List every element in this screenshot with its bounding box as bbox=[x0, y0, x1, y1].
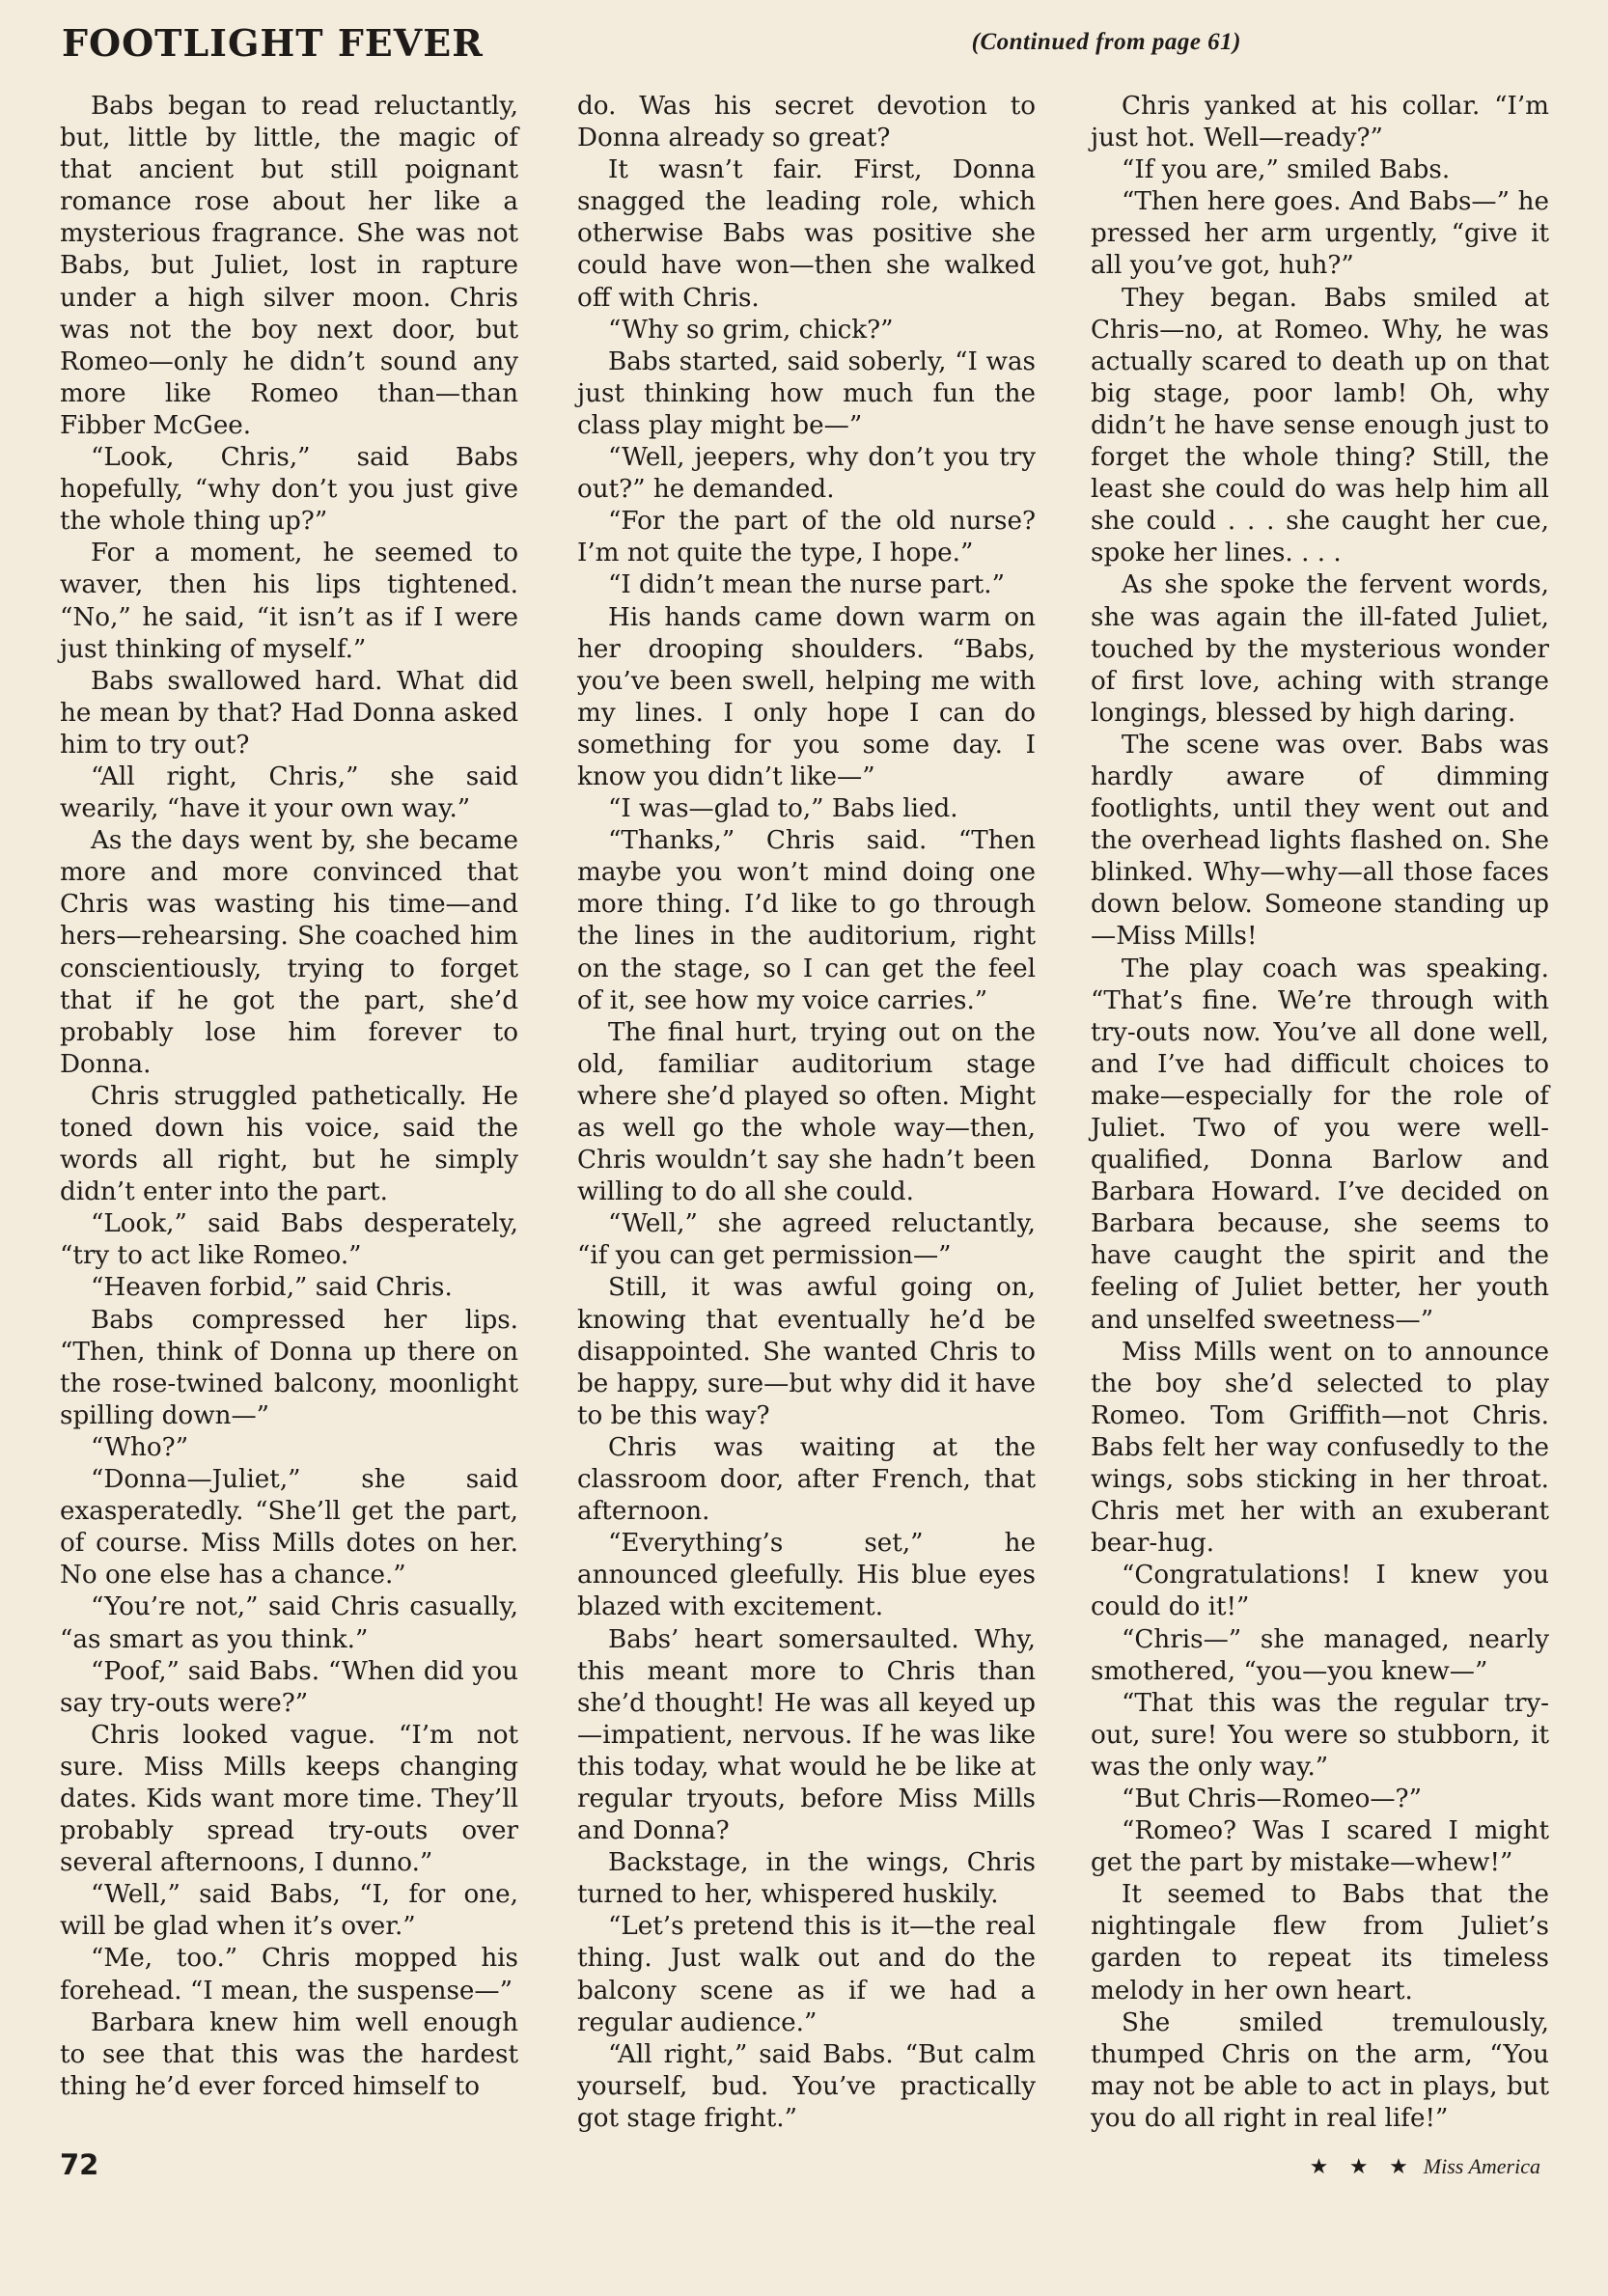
paragraph: Backstage, in the wings, Chris turned to her, whispered huskily. bbox=[577, 1848, 1036, 1910]
paragraph: She smiled tremulously, thumped Chris on the arm, “You may not be able to act in plays, but you do all right in real life!” bbox=[1091, 2007, 1549, 2133]
paragraph: They began. Babs smiled at Chris—no, at Romeo. Why, he was actually scared to death up on that big stage, poor lamb! Oh, why didn’t he have sense enough just to forget the whole thing? Still, the least she could do was help him all she could . . . she caught her cue, spoke her lines. . . . bbox=[1091, 283, 1549, 568]
paragraph: “Thanks,” Chris said. “Then maybe you won’t mind doing one more thing. I’d like to go through the lines in the auditorium, right on the stage, so I can get the feel of it, see how my voice carries.” bbox=[577, 826, 1036, 1015]
paragraph: The scene was over. Babs was hardly aware of dimming footlights, until they went out and the overhead lights flashed on. She blinked. Why—why—all those faces down below. Someone standing up—Miss Mills! bbox=[1091, 730, 1549, 952]
paragraph: It wasn’t fair. First, Donna snagged the leading role, which otherwise Babs was positive she could have won—then she walked off with Chris. bbox=[577, 155, 1036, 313]
text-column-1 bbox=[60, 91, 518, 2101]
paragraph: Chris looked vague. “I’m not sure. Miss Mills keeps changing dates. Kids want more time. They’ll probably spread try-outs over several afternoons, I dunno.” bbox=[60, 1720, 518, 1878]
paragraph: “Me, too.” Chris mopped his forehead. “I mean, the suspense—” bbox=[60, 1944, 518, 2006]
paragraph: Chris yanked at his collar. “I’m just hot. Well—ready?” bbox=[1091, 92, 1549, 153]
paragraph: Babs compressed her lips. “Then, think of Donna up there on the rose-twined balcony, moonlight spilling down—” bbox=[60, 1305, 518, 1430]
paragraph: “Then here goes. And Babs—” he pressed her arm urgently, “give it all you’ve got, huh?” bbox=[1091, 187, 1549, 281]
paragraph: As the days went by, she became more and more convinced that Chris was wasting his time—and hers—rehearsing. She coached him conscientiously, trying to forget that if he got the part, she’d probably lose him forever to Donna. bbox=[60, 826, 518, 1079]
paragraph: The final hurt, trying out on the old, familiar auditorium stage where she’d played so often. Might as well go the whole way—then, Chris wouldn’t say she hadn’t been willing to do all she could. bbox=[577, 1017, 1036, 1207]
paragraph: “That this was the regular try-out, sure! You were so stubborn, it was the only way.” bbox=[1091, 1688, 1549, 1782]
paragraph: “Congratulations! I knew you could do it!” bbox=[1091, 1561, 1549, 1622]
continuation-note: (Continued from page 61) bbox=[971, 29, 1241, 55]
paragraph: “Well,” said Babs, “I, for one, will be glad when it’s over.” bbox=[60, 1880, 518, 1942]
paragraph: Chris struggled pathetically. He toned down his voice, said the words all right, but he simply didn’t enter into the part. bbox=[60, 1081, 518, 1207]
paragraph: “Donna—Juliet,” she said exasperatedly. “She’ll get the part, of course. Miss Mills dotes on her. No one else has a chance.” bbox=[60, 1465, 518, 1591]
paragraph: “Chris—” she managed, nearly smothered, “you—you knew—” bbox=[1091, 1624, 1549, 1686]
paragraph: “Why so grim, chick?” bbox=[608, 315, 894, 345]
magazine-name: Miss America bbox=[1423, 2154, 1540, 2178]
paragraph: His hands came down warm on her drooping shoulders. “Babs, you’ve been swell, helping me with my lines. I only hope I can do something for you some day. I know you didn’t like—” bbox=[577, 602, 1036, 791]
paragraph: do. Was his secret devotion to Donna already so great? bbox=[577, 92, 1036, 153]
paragraph: “Let’s pretend this is it—the real thing. Just walk out and do the balcony scene as if we had a regular audience.” bbox=[577, 1912, 1036, 2037]
paragraph: Babs swallowed hard. What did he mean by that? Had Donna asked him to try out? bbox=[60, 666, 518, 760]
paragraph: The play coach was speaking. “That’s fine. We’re through with try-outs now. You’ve all done well, and I’ve had difficult choices to make—especially for the role of Juliet. Two of you were well-qualified, Donna Barlow and Barbara Howard. I’ve decided on Barbara because, she seems to have caught the spirit and the feeling of Juliet better, her youth and unselfed sweetness—” bbox=[1091, 954, 1549, 1335]
paragraph: Still, it was awful going on, knowing that eventually he’d be disappointed. She wanted Chris to be happy, sure—but why did it have to be this way? bbox=[577, 1273, 1036, 1430]
paragraph: As she spoke the fervent words, she was again the ill-fated Juliet, touched by the mysterious wonder of first love, aching with strange longings, blessed by high daring. bbox=[1091, 570, 1549, 728]
paragraph: “Look,” said Babs desperately, “try to act like Romeo.” bbox=[60, 1209, 518, 1271]
paragraph: “I didn’t mean the nurse part.” bbox=[608, 570, 1005, 600]
paragraph: “Everything’s set,” he announced gleefully. His blue eyes blazed with excitement. bbox=[577, 1529, 1036, 1622]
paragraph: For a moment, he seemed to waver, then his lips tightened. “No,” he said, “it isn’t as if I were just thinking of myself.” bbox=[60, 539, 518, 664]
paragraph: Barbara knew him well enough to see that this was the hardest thing he’d ever forced himself to bbox=[60, 2007, 518, 2101]
paragraph: Chris was waiting at the classroom door, after French, that afternoon. bbox=[577, 1432, 1036, 1527]
page-number: 72 bbox=[60, 2148, 99, 2181]
paragraph: “Who?” bbox=[91, 1432, 189, 1462]
paragraph: “Well,” she agreed reluctantly, “if you can get permission—” bbox=[577, 1209, 1036, 1271]
paragraph: It seemed to Babs that the nightingale flew from Juliet’s garden to repeat its timeless melody in her own heart. bbox=[1091, 1880, 1549, 2006]
paragraph: “All right,” said Babs. “But calm yourself, bud. You’ve practically got stage fright.” bbox=[577, 2039, 1036, 2133]
paragraph: “Romeo? Was I scared I might get the part by mistake—whew!” bbox=[1091, 1816, 1549, 1878]
magazine-footer bbox=[1310, 2154, 1540, 2179]
paragraph: Babs’ heart somersaulted. Why, this meant more to Chris than she’d thought! He was all keyed up—impatient, nervous. If he was like this today, what would he be like at regular tryouts, before Miss Mills and Donna? bbox=[577, 1624, 1036, 1846]
paragraph: Miss Mills went on to announce the boy she’d selected to play Romeo. Tom Griffith—not Chris. Babs felt her way confusedly to the wings, sobs sticking in her throat. Chris met her with an exuberant bear-hug. bbox=[1091, 1337, 1549, 1559]
stars-ornament: ★ ★ ★ bbox=[1309, 2154, 1416, 2178]
paragraph: Babs began to read reluctantly, but, little by little, the magic of that ancient but still poignant romance rose about her like a mysterious fragrance. She was not Babs, but Juliet, lost in rapture under a high silver moon. Chris was not the boy next door, but Romeo—only he didn’t sound any more like Romeo than—than Fibber McGee. bbox=[60, 92, 518, 440]
paragraph: “All right, Chris,” she said wearily, “have it your own way.” bbox=[60, 761, 518, 824]
paragraph: “Well, jeepers, why don’t you try out?” he demanded. bbox=[577, 443, 1036, 505]
paragraph: “Look, Chris,” said Babs hopefully, “why don’t you just give the whole thing up?” bbox=[60, 443, 518, 537]
paragraph: “I was—glad to,” Babs lied. bbox=[608, 794, 958, 824]
paragraph: “Poof,” said Babs. “When did you say try-outs were?” bbox=[60, 1656, 518, 1718]
paragraph: “But Chris—Romeo—?” bbox=[1122, 1784, 1422, 1813]
paragraph: “Heaven forbid,” said Chris. bbox=[91, 1273, 453, 1303]
text-column-3 bbox=[1091, 91, 1549, 2133]
paragraph: Babs started, said soberly, “I was just thinking how much fun the class play might be—” bbox=[577, 346, 1036, 440]
paragraph: “For the part of the old nurse? I’m not quite the type, I hope.” bbox=[577, 507, 1036, 568]
paragraph: “You’re not,” said Chris casually, “as smart as you think.” bbox=[60, 1592, 518, 1654]
text-column-2 bbox=[577, 91, 1036, 2133]
story-title: FOOTLIGHT FEVER bbox=[62, 21, 484, 65]
paragraph: “If you are,” smiled Babs. bbox=[1122, 155, 1451, 185]
